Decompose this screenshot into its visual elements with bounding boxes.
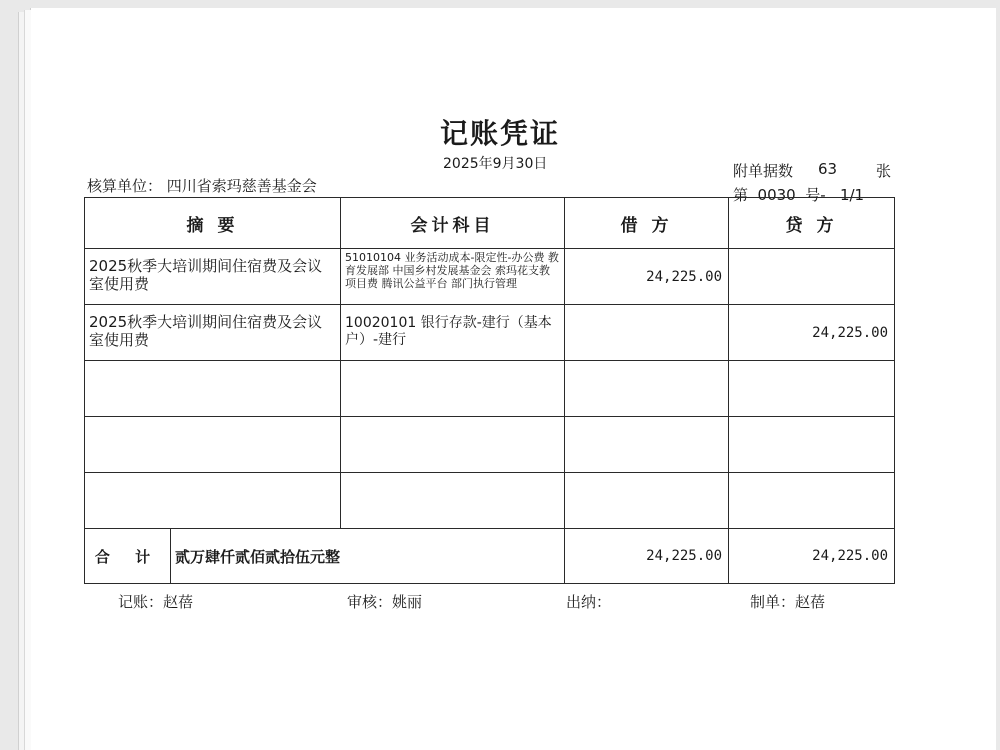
reviewer-signature: 审核：姚丽: [347, 593, 423, 611]
row-credit: [729, 473, 895, 529]
header-summary: 摘 要: [85, 198, 341, 249]
voucher-date: 2025年9月30日: [443, 156, 548, 172]
header-debit: 借 方: [565, 198, 729, 249]
table-row: [85, 249, 895, 305]
unit-label: 核算单位：: [87, 177, 163, 195]
cashier-signature: 出纳：: [566, 593, 612, 611]
bookkeeper-signature: 记账：赵蓓: [118, 593, 194, 611]
table-row: [85, 305, 895, 361]
row-credit: 24,225.00: [729, 305, 895, 361]
attach-number: 63: [818, 160, 838, 178]
voucher-table: [84, 197, 895, 584]
row-debit: 24,225.00: [565, 249, 729, 305]
table-row: [85, 417, 895, 473]
attach-label: 附单据数: [733, 162, 794, 180]
header-account: 会计科目: [341, 198, 565, 249]
preparer-signature: 制单：赵蓓: [750, 593, 826, 611]
paper-edge: [24, 10, 31, 750]
header-credit: 贷 方: [729, 198, 895, 249]
row-debit: [565, 473, 729, 529]
attach-unit: 张: [876, 162, 892, 180]
row-summary: [85, 417, 341, 473]
unit-name: 四川省索玛慈善基金会: [166, 177, 317, 195]
row-credit: [729, 249, 895, 305]
row-account: 10020101 银行存款-建行（基本户）-建行: [341, 305, 565, 361]
table-header-row: [85, 198, 895, 249]
row-account: 51010104 业务活动成本-限定性-办公费 教育发展部 中国乡村发展基金会 索玛花支教 项目费 腾讯公益平台 部门执行管理: [341, 249, 565, 305]
total-label: 合 计: [85, 529, 171, 584]
row-credit: [729, 417, 895, 473]
row-account: [341, 417, 565, 473]
row-summary: 2025秋季大培训期间住宿费及会议室使用费: [85, 249, 341, 305]
accounting-unit: [87, 175, 317, 196]
row-summary: 2025秋季大培训期间住宿费及会议室使用费: [85, 305, 341, 361]
row-summary: [85, 361, 341, 417]
row-debit: [565, 361, 729, 417]
row-account: [341, 473, 565, 529]
attachment-count: [733, 160, 892, 181]
total-amount-words: 贰万肆仟贰佰贰拾伍元整: [171, 529, 565, 584]
table-row: [85, 473, 895, 529]
total-row: [85, 529, 895, 584]
total-credit: 24,225.00: [729, 529, 895, 584]
total-debit: 24,225.00: [565, 529, 729, 584]
row-credit: [729, 361, 895, 417]
row-summary: [85, 473, 341, 529]
row-account: [341, 361, 565, 417]
voucher-number-text: 第 0030 号- 1/1: [733, 186, 865, 204]
voucher-title: 记账凭证: [440, 117, 561, 150]
row-debit: [565, 305, 729, 361]
table-row: [85, 361, 895, 417]
row-debit: [565, 417, 729, 473]
